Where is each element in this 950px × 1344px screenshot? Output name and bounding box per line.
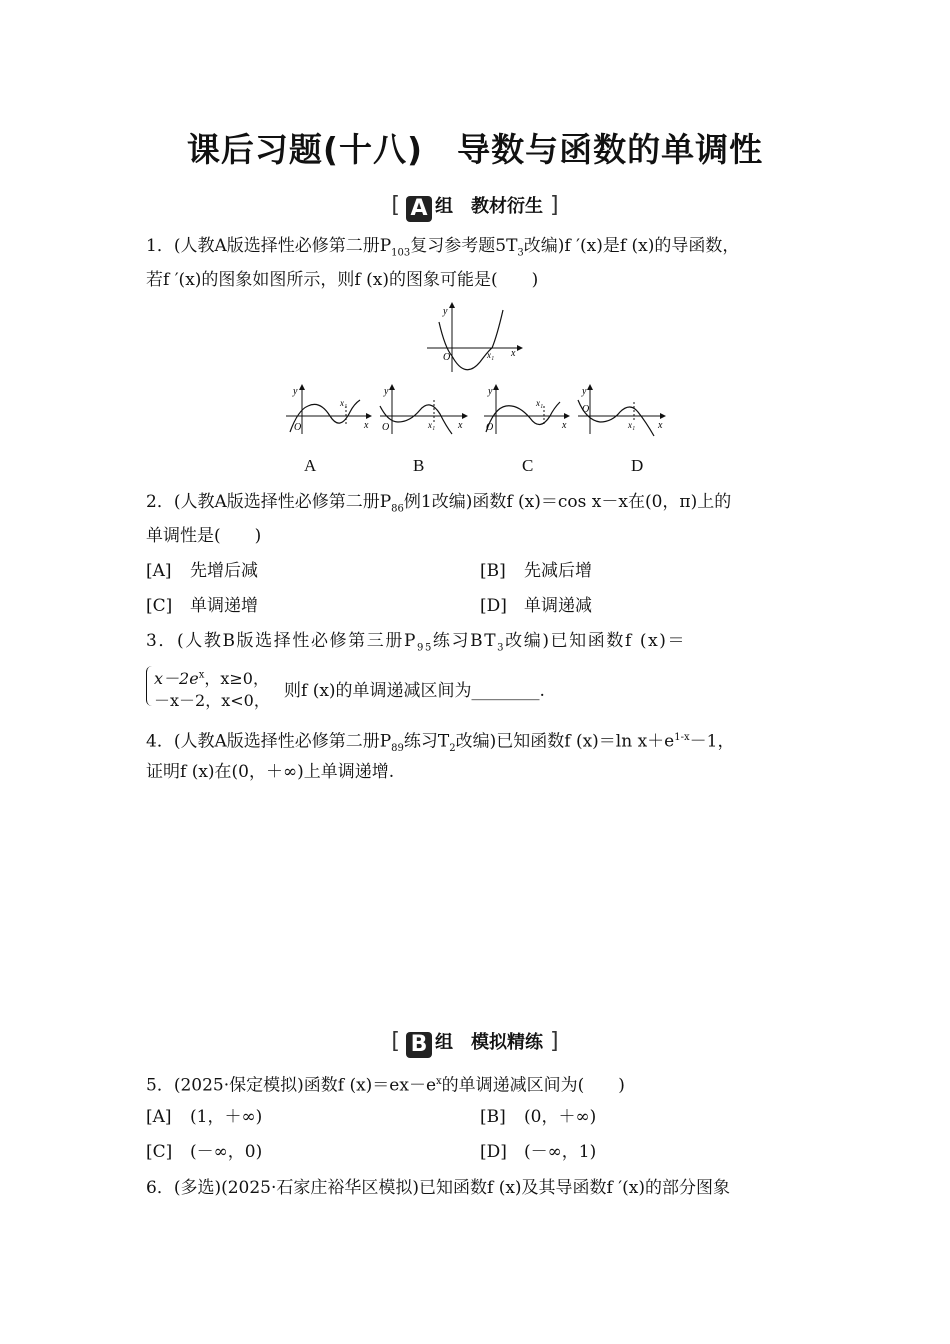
q5-option-d[interactable]: [D] (－∞，1) [480,1142,597,1162]
svg-text:x₁: x₁ [628,420,636,430]
origin-label: O [443,352,451,363]
q5-line1: 5．(2025·保定模拟)函数f $(x)=ex-e^x$的单调递减区间为( ) [146,1075,625,1096]
q3-tail: 则f (x)的单调递减区间为________. [284,681,545,701]
q1-line1: 1．(人教A版选择性必修第二册$P_{103}$复习参考题$5T_3$改编)f ′(x)是f (x)的导函数， [146,236,740,259]
group-a-name: 教材衍生 [471,196,543,217]
svg-text:x: x [458,420,463,431]
q2-option-d[interactable]: [D] 单调递减 [480,596,592,616]
piece-row-1: $x-2e^x$，x≥0， [154,669,269,688]
q3-line1: 3．(人教B版选择性必修第三册$P_{95}$练习$BT_3$改编)已知函数f (x)＝ [146,631,687,654]
page-title: 课后习题(十八) 导数与函数的单调性 [186,130,764,169]
group-a-badge: A [406,196,432,222]
svg-text:O: O [582,404,590,415]
group-a-suffix: 组 [435,196,453,217]
y-label: y [443,306,448,317]
q1-line2: 若f ′(x)的图象如图所示，则f (x)的图象可能是( ) [146,270,539,290]
q2-line2: 单调性是( ) [146,526,262,546]
svg-text:O: O [382,422,390,433]
svg-text:y: y [582,386,587,397]
choice-letter-a: A [304,456,317,475]
q5-option-b[interactable]: [B] (0，＋∞) [480,1107,597,1127]
svg-text:x: x [562,420,567,431]
svg-text:O: O [294,422,302,433]
graph-b [380,384,468,434]
q2-option-b[interactable]: [B] 先减后增 [480,561,592,581]
graph-d [578,384,666,436]
group-b-suffix: 组 [435,1032,453,1053]
svg-text:x₁: x₁ [536,398,544,408]
group-b-badge: B [406,1032,432,1058]
q2-option-a[interactable]: [A] 先增后减 [146,561,258,581]
group-a-header: [ A 组 教材衍生 ] [391,193,559,221]
q5-option-a[interactable]: [A] (1，＋∞) [146,1107,263,1127]
group-b-header: [ B 组 模拟精练 ] [391,1029,559,1057]
q4-line2: 证明f (x)在(0，＋∞)上单调递增. [146,762,395,782]
piece-row-2: －x－2，x<0， [154,691,270,710]
q5-option-c[interactable]: [C] (－∞，0) [146,1142,263,1162]
svg-text:x₁: x₁ [428,420,436,430]
x1-label: x₁ [487,350,495,360]
graph-c [484,384,570,434]
svg-text:x₁: x₁ [340,398,348,408]
choice-letter-d: D [631,456,644,475]
svg-text:x: x [364,420,369,431]
svg-text:y: y [488,386,493,397]
q2-option-c[interactable]: [C] 单调递增 [146,596,258,616]
svg-text:y: y [384,386,389,397]
group-b-name: 模拟精练 [471,1032,543,1053]
choice-letter-b: B [413,456,425,475]
choice-letter-c: C [522,456,534,475]
brace-icon [146,666,153,706]
q6-line1: 6．(多选)(2025·石家庄裕华区模拟)已知函数f (x)及其导函数f ′(x)的部分图象 [146,1178,730,1198]
svg-text:x: x [658,420,663,431]
graph-a [286,384,372,434]
svg-text:y: y [293,386,298,397]
derivative-graph [425,300,525,375]
q2-line1: 2．(人教A版选择性必修第二册$P_{86}$例1改编)函数f (x)＝cos x－x在(0，π)上的 [146,492,732,515]
choice-graphs [282,382,672,442]
x-label: x [511,348,516,359]
q4-line1: 4．(人教A版选择性必修第二册$P_{89}$练习$T_2$改编)已知函数f (x)＝ln $x+e^{1-x}-1$， [146,731,735,755]
svg-text:O: O [486,422,494,433]
